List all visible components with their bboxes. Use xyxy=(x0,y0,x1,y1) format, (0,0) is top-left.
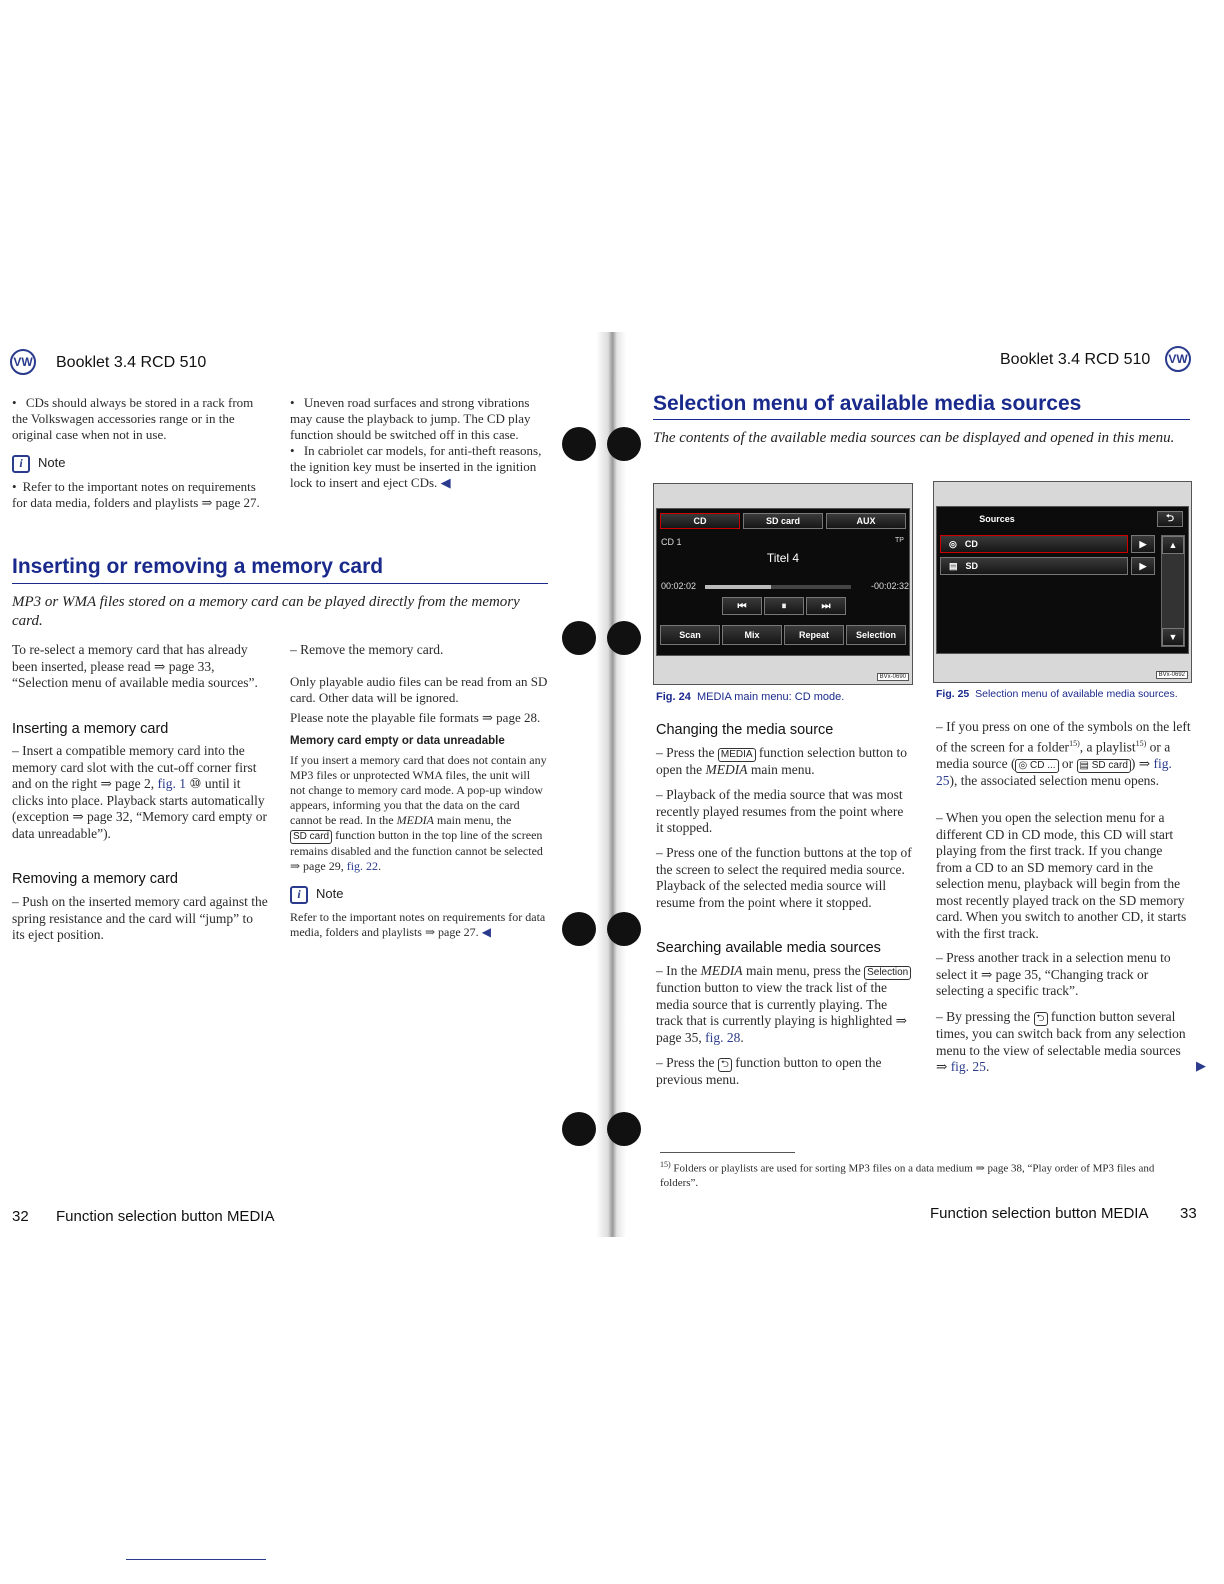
fig24-screen xyxy=(656,508,910,656)
fig24-code: BVx-0690 xyxy=(877,673,909,681)
continue-arrow-icon: ▶ xyxy=(1196,1058,1206,1073)
vw-logo-icon: VW xyxy=(10,349,36,375)
binder-hole xyxy=(607,912,641,946)
left-col2-bullet2: • In cabriolet car models, for anti-theft reasons, the ignition key must be inserted in the ignition lock to insert and eject CDs. ◀ xyxy=(290,443,548,491)
left-page-number: 32 xyxy=(12,1208,29,1225)
back-key-icon: ⮌ xyxy=(1034,1012,1048,1026)
formats-text: Please note the playable file formats ⇒ page 28. xyxy=(290,710,541,725)
left-col2-bullet1: • Uneven road surfaces and strong vibrations may cause the playback to jump. The CD play function should be switched off in this case. xyxy=(290,395,548,443)
source-sd-arrow[interactable]: ▶ xyxy=(1131,557,1155,575)
searching-step2: – Press the ⮌ function button to open the previous menu. xyxy=(656,1055,882,1087)
col2-step2: – When you open the selection menu for a different CD in CD mode, this CD will start playing from the first track. If you change from a CD to an SD memory card in the selection menu, playback will begin from the most recently played track on the SD memory card. When you switch to another CD, it starts with the first track. xyxy=(936,810,1187,941)
right-section-intro: The contents of the available media sources can be displayed and opened in this menu. xyxy=(653,430,1175,446)
note2 xyxy=(290,885,548,940)
scroll-down-icon[interactable]: ▼ xyxy=(1162,628,1184,646)
fig25-link[interactable]: fig. 25 xyxy=(936,755,1172,788)
scan-button[interactable]: Scan xyxy=(660,625,720,645)
cd-icon: ◎ xyxy=(949,538,957,549)
remove-step: – Remove the memory card. xyxy=(290,642,444,657)
info-icon: i xyxy=(290,886,308,904)
tab-cd[interactable]: CD xyxy=(660,513,740,529)
end-mark-icon: ◀ xyxy=(481,924,491,939)
binder-hole xyxy=(607,427,641,461)
repeat-button[interactable]: Repeat xyxy=(784,625,844,645)
fig25-code: BVx-0692 xyxy=(1156,671,1188,679)
tab-aux[interactable]: AUX xyxy=(826,513,906,529)
progress-track[interactable] xyxy=(705,585,851,589)
fig24-caption: Fig. 24 MEDIA main menu: CD mode. xyxy=(656,691,845,703)
changing-title: Changing the media source xyxy=(656,722,834,738)
note2-text: Refer to the important notes on requirements for data media, folders and playlists ⇒ page 27. ◀ xyxy=(290,909,546,939)
mix-button[interactable]: Mix xyxy=(722,625,782,645)
footnote-rule xyxy=(660,1152,795,1153)
col2-step1: – If you press on one of the symbols on the left of the screen for a folder$^{15)}$, a playlist$^{15)}$ or a media source ( ◎ CD ... or ▤ SD card ) ⇒ fig. 25), the associated selection menu opens. xyxy=(936,719,1191,788)
track-title: Titel 4 xyxy=(766,551,800,565)
inserting-title: Inserting a memory card xyxy=(12,721,169,737)
remaining-time: -00:02:32 xyxy=(871,581,910,591)
fig28-link[interactable]: fig. 28 xyxy=(705,1029,741,1045)
fig1-link[interactable]: fig. 1 xyxy=(157,776,187,791)
previous-track-button[interactable]: ⏮ xyxy=(722,597,762,615)
left-section-title: Inserting or removing a memory card xyxy=(12,555,384,578)
fig25-caption: Fig. 25 Selection menu of available media sources. xyxy=(936,688,1178,700)
note2-title: Note xyxy=(316,886,344,901)
reselect-text: To re-select a memory card that has already been inserted, please read ⇒ page 33, “Selection menu of available media sources”. xyxy=(12,642,258,690)
source-cd[interactable]: ◎ CD xyxy=(940,535,1128,553)
right-header: Booklet 3.4 RCD 510 xyxy=(1000,351,1151,368)
track-source: CD 1 xyxy=(661,537,682,547)
fig24-frame xyxy=(653,483,913,685)
right-footer-title: Function selection button MEDIA xyxy=(930,1205,1149,1222)
left-header: Booklet 3.4 RCD 510 xyxy=(56,354,207,371)
left-section-rule xyxy=(12,583,548,584)
source-cd-arrow[interactable]: ▶ xyxy=(1131,535,1155,553)
back-key-icon: ⮌ xyxy=(718,1058,732,1072)
scroll-up-icon[interactable]: ▲ xyxy=(1162,536,1184,554)
back-button[interactable]: ⮌ xyxy=(1157,511,1183,527)
removing-text: – Push on the inserted memory card against the spring resistance and the card will “jump” to its eject position. xyxy=(12,894,268,942)
empty-title: Memory card empty or data unreadable xyxy=(290,735,505,747)
right-page-number: 33 xyxy=(1180,1205,1197,1222)
end-mark-icon: ◀ xyxy=(440,475,451,490)
page-gutter xyxy=(596,332,626,1237)
fig25-frame xyxy=(933,481,1192,683)
col2-step4: – By pressing the ⮌ function button several times, you can switch back from any selection menu to the view of selectable media sources ⇒ fig. 25. xyxy=(936,1009,1186,1074)
col2-step3: – Press another track in a selection menu to select it ⇒ page 35, “Changing track or selecting a specific track”. xyxy=(936,950,1171,998)
playable-text: Only playable audio files can be read from an SD card. Other data will be ignored. xyxy=(290,674,548,705)
fig25-screen xyxy=(936,506,1189,654)
right-section-rule xyxy=(653,419,1190,420)
bottom-rule xyxy=(126,1559,266,1560)
binder-hole xyxy=(562,1112,596,1146)
binder-hole xyxy=(607,621,641,655)
left-col1-bullet: • CDs should always be stored in a rack from the Volkswagen accessories range or in the original case when not in use. xyxy=(12,395,270,443)
progress-fill xyxy=(705,585,771,589)
changing-step3: – Press one of the function buttons at the top of the screen to select the required media source. Playback of the selected media source will resume from the point where it stopped. xyxy=(656,845,912,910)
binder-hole xyxy=(562,912,596,946)
vw-logo-icon: VW xyxy=(1165,346,1191,372)
cd-key: ◎ CD ... xyxy=(1015,759,1058,773)
note1-title: Note xyxy=(38,455,66,470)
searching-title: Searching available media sources xyxy=(656,940,881,956)
removing-title: Removing a memory card xyxy=(12,871,178,887)
selection-key: Selection xyxy=(864,966,911,980)
binder-hole xyxy=(607,1112,641,1146)
info-icon: i xyxy=(12,455,30,473)
changing-step2: – Playback of the media source that was most recently played resumes from the point where it stopped. xyxy=(656,787,904,835)
sd-card-key: SD card xyxy=(290,830,332,844)
tab-sd-card[interactable]: SD card xyxy=(743,513,823,529)
right-section-title: Selection menu of available media sources xyxy=(653,392,1082,415)
sources-title: Sources xyxy=(979,514,1015,524)
fig25-link[interactable]: fig. 25 xyxy=(950,1059,986,1074)
sd-card-key: ▤ SD card xyxy=(1077,759,1131,773)
left-footer-title: Function selection button MEDIA xyxy=(56,1208,275,1225)
next-track-button[interactable]: ⏭ xyxy=(806,597,846,615)
note1 xyxy=(12,454,270,511)
fig22-link[interactable]: fig. 22 xyxy=(346,859,379,873)
source-sd[interactable]: ▤ SD xyxy=(940,557,1128,575)
selection-button[interactable]: Selection xyxy=(846,625,906,645)
note1-text: • Refer to the important notes on requirements for data media, folders and playlists ⇒ page 27. xyxy=(12,479,270,511)
elapsed-time: 00:02:02 xyxy=(661,581,697,591)
pause-button[interactable]: ⏸ xyxy=(764,597,804,615)
inserting-text: – Insert a compatible memory card into the memory card slot with the cut-off corner first and on the right ⇒ page 2, fig. 1 ⑩ until it clicks into place. Playback starts automatically (exception ⇒ page 32, “Memory card empty or data unreadable”). xyxy=(12,743,267,841)
changing-step1: – Press the MEDIA function selection button to open the MEDIA main menu. xyxy=(656,745,908,777)
empty-text: If you insert a memory card that does not contain any MP3 files or unprotected WMA files, the unit will not change to memory card mode. A pop-up window appears, informing you that the data on the card cannot be read. In the MEDIA main menu, the SD card function button in the top line of the screen remains disabled and the function cannot be selected ⇒ page 29, fig. 22. xyxy=(290,753,547,873)
footnote: $^{15)}$ Folders or playlists are used for sorting MP3 files on a data medium ⇒ page 38, “Play order of MP3 files and folders”. xyxy=(660,1160,1155,1189)
media-key: MEDIA xyxy=(718,748,756,762)
sd-icon: ▤ xyxy=(949,560,958,571)
searching-step1: – In the MEDIA main menu, press the Selection function button to view the track list of the media source that is currently playing. The track that is currently playing is highlighted ⇒ page 35, fig. 28. xyxy=(656,963,914,1046)
scrollbar[interactable] xyxy=(1161,535,1185,647)
binder-hole xyxy=(562,621,596,655)
left-section-intro: MP3 or WMA files stored on a memory card can be played directly from the memory card. xyxy=(12,594,520,629)
binder-hole xyxy=(562,427,596,461)
tp-indicator: TP xyxy=(895,537,904,544)
